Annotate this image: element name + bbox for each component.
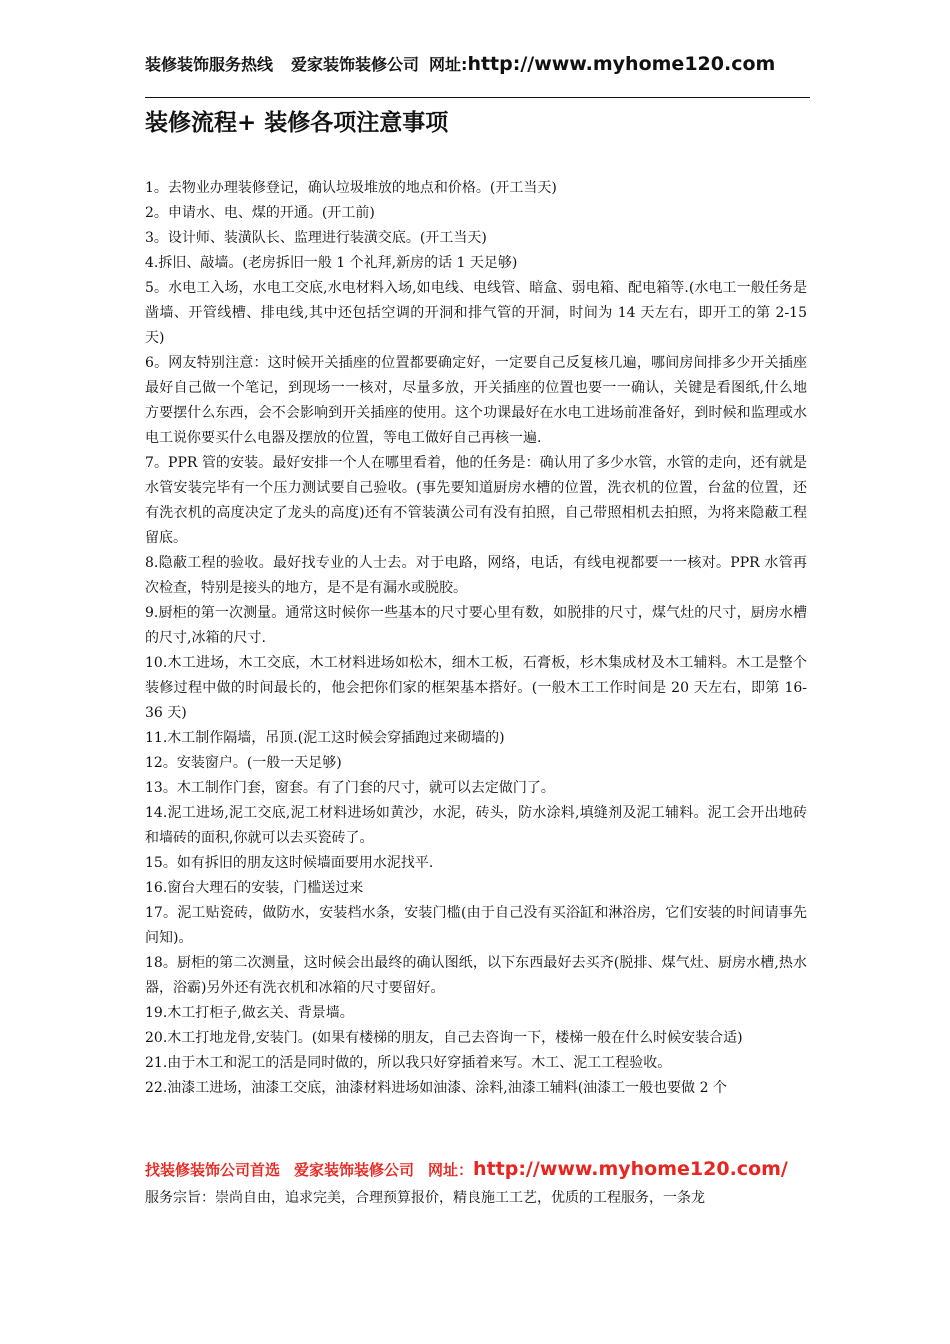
footer-url-label: 网址： — [428, 1161, 474, 1179]
footer-label: 找装修装饰公司首选 — [145, 1161, 281, 1179]
paragraph-9: 9.厨柜的第一次测量。通常这时候你一些基本的尺寸要心里有数，如脱排的尺寸，煤气灶的尺寸，厨房水槽的尺寸,冰箱的尺寸. — [145, 605, 807, 646]
paragraph-20: 20.木工打地龙骨,安装门。(如果有楼梯的朋友，自己去咨询一下，楼梯一般在什么时候安装合适) — [145, 1030, 743, 1046]
paragraph-10: 10.木工进场，木工交底，木工材料进场如松木，细木工板，石膏板，杉木集成材及木工辅料。木工是整个装修过程中做的时间最长的，他会把你们家的框架基本搭好。(一般木工工作时间是 20 天左右，即第 16-36 天) — [145, 655, 807, 721]
header-url-link[interactable]: http://www.myhome120.com — [467, 53, 776, 75]
document-title: 装修流程+ 装修各项注意事项 — [145, 110, 449, 136]
paragraph-8: 8.隐蔽工程的验收。最好找专业的人士去。对于电路，网络，电话，有线电视都要一一核对。PPR 水管再次检查，特别是接头的地方，是不是有漏水或脱胶。 — [145, 555, 807, 596]
header-divider — [145, 97, 810, 98]
paragraph-12: 12。安装窗户。(一般一天足够) — [145, 755, 342, 771]
paragraph-17: 17。泥工贴瓷砖，做防水，安装档水条，安装门槛(由于自己没有买浴缸和淋浴房，它们安装的时间请事先问知)。 — [145, 905, 807, 946]
footer-url-link[interactable]: http://www.myhome120.com/ — [473, 1158, 788, 1180]
paragraph-22: 22.油漆工进场，油漆工交底，油漆材料进场如油漆、涂料,油漆工辅料(油漆工一般也要做 2 个 — [145, 1080, 727, 1096]
paragraph-18: 18。厨柜的第二次测量，这时候会出最终的确认图纸，以下东西最好去买齐(脱排、煤气灶、厨房水槽,热水器，浴霸)另外还有洗衣机和冰箱的尺寸要留好。 — [145, 955, 807, 996]
header-company: 爱家装饰装修公司 — [291, 55, 420, 74]
footer-motto: 服务宗旨：崇尚自由，追求完美，合理预算报价，精良施工工艺，优质的工程服务，一条龙 — [145, 1190, 705, 1206]
page-header — [145, 52, 810, 75]
paragraph-21: 21.由于木工和泥工的活是同时做的，所以我只好穿插着来写。木工、泥工工程验收。 — [145, 1055, 672, 1071]
paragraph-6: 6。网友特别注意：这时候开关插座的位置都要确定好，一定要自己反复核几遍，哪间房间排多少开关插座最好自己做一个笔记，到现场一一核对，尽量多放，开关插座的位置也要一一确认，关键是看图纸,什么地方要摆什么东西，会不会影响到开关插座的使用。这个功课最好在水电工进场前准备好，到时候和监理或水电工说你要买什么电器及摆放的位置，等电工做好自己再核一遍. — [145, 355, 807, 446]
header-hotline: 装修装饰服务热线 — [145, 55, 274, 74]
paragraph-16: 16.窗台大理石的安装，门槛送过来 — [145, 880, 364, 896]
paragraph-1: 1。去物业办理装修登记，确认垃圾堆放的地点和价格。(开工当天) — [145, 180, 557, 196]
document-body — [145, 176, 807, 1101]
paragraph-19: 19.木工打柜子,做玄关、背景墙。 — [145, 1005, 354, 1021]
paragraph-2: 2。申请水、电、煤的开通。(开工前) — [145, 205, 375, 221]
paragraph-7: 7。PPR 管的安装。最好安排一个人在哪里看着，他的任务是：确认用了多少水管，水管的走向，还有就是水管安装完毕有一个压力测试要自己验收。(事先要知道厨房水槽的位置，洗衣机的位置，台盆的位置，还有洗衣机的高度决定了龙头的高度)还有不管装潢公司有没有拍照，自己带照相机去拍照，为将来隐蔽工程留底。 — [145, 455, 807, 546]
paragraph-13: 13。木工制作门套，窗套。有了门套的尺寸，就可以去定做门了。 — [145, 780, 555, 796]
footer-company: 爱家装饰装修公司 — [294, 1161, 415, 1179]
paragraph-3: 3。设计师、装潢队长、监理进行装潢交底。(开工当天) — [145, 230, 487, 246]
paragraph-15: 15。如有拆旧的朋友这时候墙面要用水泥找平. — [145, 855, 434, 871]
page-footer — [145, 1158, 825, 1180]
paragraph-14: 14.泥工进场,泥工交底,泥工材料进场如黄沙，水泥，砖头，防水涂料,填缝剂及泥工辅料。泥工会开出地砖和墙砖的面积,你就可以去买瓷砖了。 — [145, 805, 807, 846]
paragraph-4: 4.拆旧、敲墙。(老房拆旧一般 1 个礼拜,新房的话 1 天足够) — [145, 255, 518, 271]
header-url-label: 网址: — [429, 55, 468, 74]
paragraph-5: 5。水电工入场，水电工交底,水电材料入场,如电线、电线管、暗盒、弱电箱、配电箱等.(水电工一般任务是凿墙、开管线槽、排电线,其中还包括空调的开洞和排气管的开洞，时间为 14 天左右，即开工的第 2-15 天) — [145, 280, 807, 346]
paragraph-11: 11.木工制作隔墙，吊顶.(泥工这时候会穿插跑过来砌墙的) — [145, 730, 505, 746]
